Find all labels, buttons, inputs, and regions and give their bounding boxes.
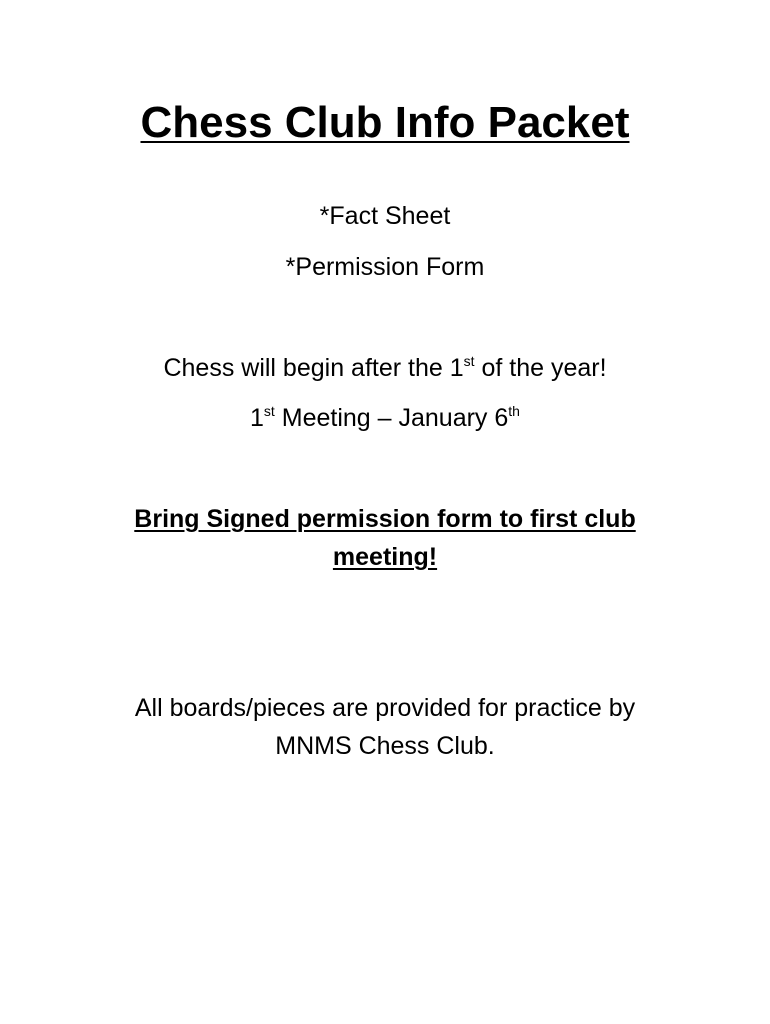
- reminder-text: Bring Signed permission form to first club: [134, 505, 636, 533]
- start-date-text: Chess will begin after the 1: [163, 354, 464, 382]
- start-date-line: [0, 352, 770, 384]
- first-meeting-line: [0, 402, 770, 434]
- first-meeting-number: 1: [250, 404, 264, 432]
- start-date-text-end: of the year!: [474, 354, 607, 382]
- contents-item-fact-sheet: *Fact Sheet: [319, 202, 451, 230]
- reminder-line-1: [0, 503, 770, 535]
- ordinal-suffix: st: [463, 353, 475, 369]
- reminder-text: meeting!: [332, 543, 438, 571]
- ordinal-suffix: st: [263, 403, 275, 419]
- ordinal-suffix: th: [508, 403, 520, 419]
- note-line-1: All boards/pieces are provided for practice by: [134, 694, 636, 722]
- note-line-2: MNMS Chess Club.: [275, 732, 495, 760]
- first-meeting-text: Meeting – January 6: [274, 404, 509, 432]
- reminder-line-2: [0, 541, 770, 573]
- page-title: Chess Club Info Packet: [140, 98, 630, 147]
- contents-item-permission-form: *Permission Form: [285, 253, 485, 281]
